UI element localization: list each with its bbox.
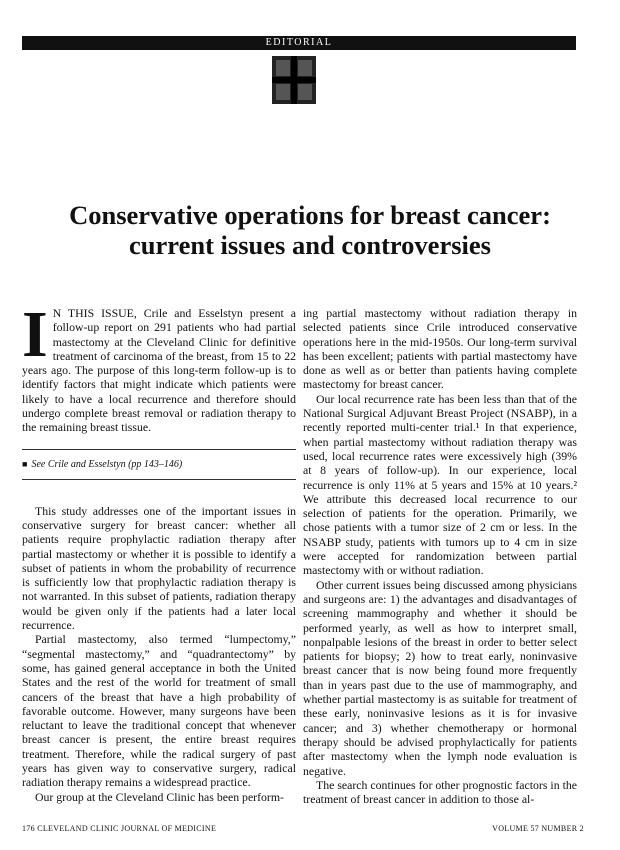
body-paragraph: Our group at the Cleveland Clinic has been perform- — [35, 789, 284, 804]
drop-cap: I — [22, 298, 48, 371]
see-reference — [22, 450, 296, 479]
intro-text: N THIS ISSUE, Crile and Esselstyn present a follow-up report on 291 patients who had partial mastectomy at the Cleveland Clinic for definitive treatment of carcinoma of the breast, from 15 to 22 years ago. The purpose of this long-term follow-up is to identify factors that might indicate which patients were likely to have a local recurrence and therefore should undergo complete breast removal or radiation therapy to the remaining breast tissue. — [22, 306, 296, 435]
body-paragraph: ing partial mastectomy without radiation therapy in selected patients since Crile introduced conservative operations here in the mid-1950s. Our long-term survival has been excellent; patients with partial mastectomy have done as well as or better than patients having complete mastectomy for breast cancer. — [303, 306, 577, 392]
body-paragraph: The search continues for other prognostic factors in the treatment of breast cancer in addition to those al- — [303, 777, 577, 807]
body-paragraph: Partial mastectomy, also termed “lumpectomy,” “segmental mastectomy,” and “quadrantectomy” by some, has gained general acceptance in both the United States and the rest of the world for treatment of small cancers of the breast that have a high probability of favorable outcome. However, many surgeons have been reluctant to leave the traditional concept that whenever breast cancer is present, the entire breast requires treatment. Therefore, while the radical surgery of past years has given way to conservative surgery, radical radiation therapy remains a widespread practice. — [22, 632, 296, 790]
intro-paragraph — [22, 298, 296, 435]
square-bullet-icon: ■ — [22, 458, 28, 469]
see-reference-text: See Crile and Esselstyn (pp 143–146) — [31, 458, 183, 470]
body-paragraph: Our local recurrence rate has been less than that of the National Surgical Adjuvant Breast Project (NSABP), in a recently reported multi-center trial.¹ In that experience, when partial mastectomy without radiation therapy was used, local recurrence rates were excessively high (39% at 8 years of follow-up). In our experience, local recurrence is only 11% at 5 years and 15% at 10 years.² We attribute this decreased local recurrence to our selection of patients for the operation. Primarily, we chose patients with a tumor size of 2 cm or less. In the NSABP study, patients with tumors up to 4 cm in size were accepted for randomization between partial mastectomy with or without radiation. — [303, 391, 577, 578]
left-column — [22, 298, 296, 804]
footer-journal: 176 CLEVELAND CLINIC JOURNAL OF MEDICINE — [22, 824, 217, 833]
right-column — [303, 306, 577, 806]
title-line-2: current issues and controversies — [129, 230, 491, 260]
body-paragraph: This study addresses one of the important issues in conservative surgery for breast cancer: whether all patients require prophylactic radiation therapy after partial mastectomy or whether it is possible to identify a subset of patients in whom the probability of recurrence is sufficiently low that prophylactic radiation therapy is not warranted. In this subset of patients, radiation therapy would be given only if the patients had a later local recurrence. — [22, 503, 296, 633]
title-line-1: Conservative operations for breast cancer: — [69, 200, 551, 230]
journal-logo-icon — [272, 56, 316, 104]
body-paragraph: Other current issues being discussed among physicians and surgeons are: 1) the advantages and disadvantages of screening mammography and whether it should be performed yearly, as well as how to interpret small, nonpalpable lesions of the breast in order to better select patients for biopsy; 2) how to treat early, noninvasive breast cancer that is now being found more frequently than in years past due to the use of mammography, and whether partial mastectomy is as suitable for treatment of these early, noninvasive lesions as it is for invasive cancer; and 3) whether chemotherapy or hormonal therapy should be advised prophylactically for patients after mastectomy when the lymph node evaluation is negative. — [303, 577, 577, 778]
section-header: EDITORIAL — [22, 36, 576, 50]
article-title — [30, 200, 590, 260]
footer-volume: VOLUME 57 NUMBER 2 — [492, 824, 584, 833]
